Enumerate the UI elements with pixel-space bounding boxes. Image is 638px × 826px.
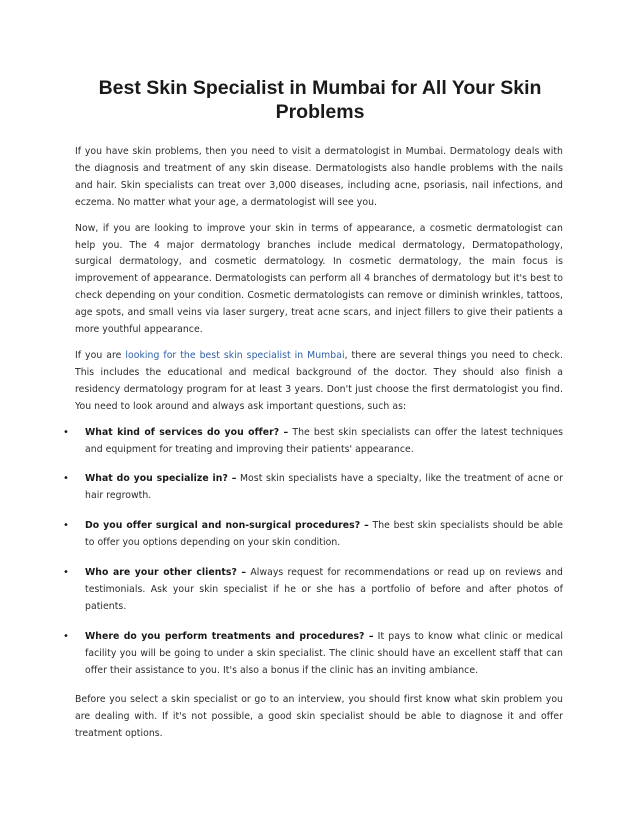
answer-text: It pays to know what clinic or medical facility you will be going to under a skin specialist. The clinic should have an excellent staff that can offer their assistance to you. It's also a bonus if the clinic has an inviting ambiance.: [85, 630, 563, 676]
article-body: [63, 144, 564, 752]
list-item: [63, 629, 563, 680]
answer-text: The best skin specialists should be able to offer you options depending on your skin condition.: [85, 520, 563, 549]
paragraph-closing: Before you select a skin specialist or go to an interview, you should first know what skin problem you are dealing with. If it's not possible, a good skin specialist should be able to diagnose it and offer treatment options.: [75, 694, 563, 740]
bullet-icon: •: [63, 473, 69, 485]
bullet-icon: •: [63, 520, 69, 532]
page-title: Best Skin Specialist in Mumbai for All Your Skin Problems: [98, 77, 542, 123]
list-item: [63, 518, 563, 552]
bullet-icon: •: [63, 426, 69, 438]
paragraph-checks-before: If you are: [75, 349, 126, 361]
specialist-link[interactable]: looking for the best skin specialist in Mumbai: [125, 349, 345, 361]
questions-list: [63, 425, 564, 680]
question-text: Do you offer surgical and non-surgical procedures? –: [85, 520, 369, 532]
question-text: What do you specialize in? –: [85, 473, 237, 485]
list-item: [63, 425, 563, 459]
question-text: What kind of services do you offer? –: [85, 426, 289, 438]
question-text: Where do you perform treatments and procedures? –: [85, 630, 374, 642]
paragraph-cosmetic: Now, if you are looking to improve your skin in terms of appearance, a cosmetic dermatologist can help you. The 4 major dermatology branches include medical dermatology, Dermatopathology, surgical dermatology, and cosmetic dermatology. In cosmetic dermatology, the main focus is improvement of appearance. Dermatologists can perform all 4 branches of dermatology but it's best to check depending on your condition. Cosmetic dermatologists can remove or diminish wrinkles, tattoos, age spots, and small veins via laser surgery, treat acne scars, and inject fillers to give their patients a more youthful appearance.: [75, 222, 563, 336]
paragraph-intro: If you have skin problems, then you need to visit a dermatologist in Mumbai. Dermatology deals with the diagnosis and treatment of any skin disease. Dermatologists also handle problems with the nails and hair. Skin specialists can treat over 3,000 diseases, including acne, psoriasis, nail infections, and eczema. No matter what your age, a dermatologist will see you.: [75, 146, 563, 208]
list-item: [63, 565, 563, 616]
question-text: Who are your other clients? –: [85, 567, 247, 579]
bullet-icon: •: [63, 630, 69, 642]
answer-text: The best skin specialists can offer the latest techniques and equipment for treating and improving their patients' appearance.: [85, 426, 563, 455]
answer-text: Always request for recommendations or read up on reviews and testimonials. Ask your skin specialist if he or she has a portfolio of before and after photos of patients.: [85, 567, 563, 612]
bullet-icon: •: [63, 567, 69, 579]
paragraph-checks: [75, 348, 563, 416]
answer-text: Most skin specialists have a specialty, like the treatment of acne or hair regrowth.: [85, 473, 564, 502]
paragraph-checks-after: , there are several things you need to check. This includes the educational and medical background of the doctor. They should also finish a residency dermatology program for at least 3 years. Don't just choose the first dermatologist you find. You need to look around and always ask important questions, such as:: [75, 349, 563, 412]
list-item: [63, 471, 564, 505]
